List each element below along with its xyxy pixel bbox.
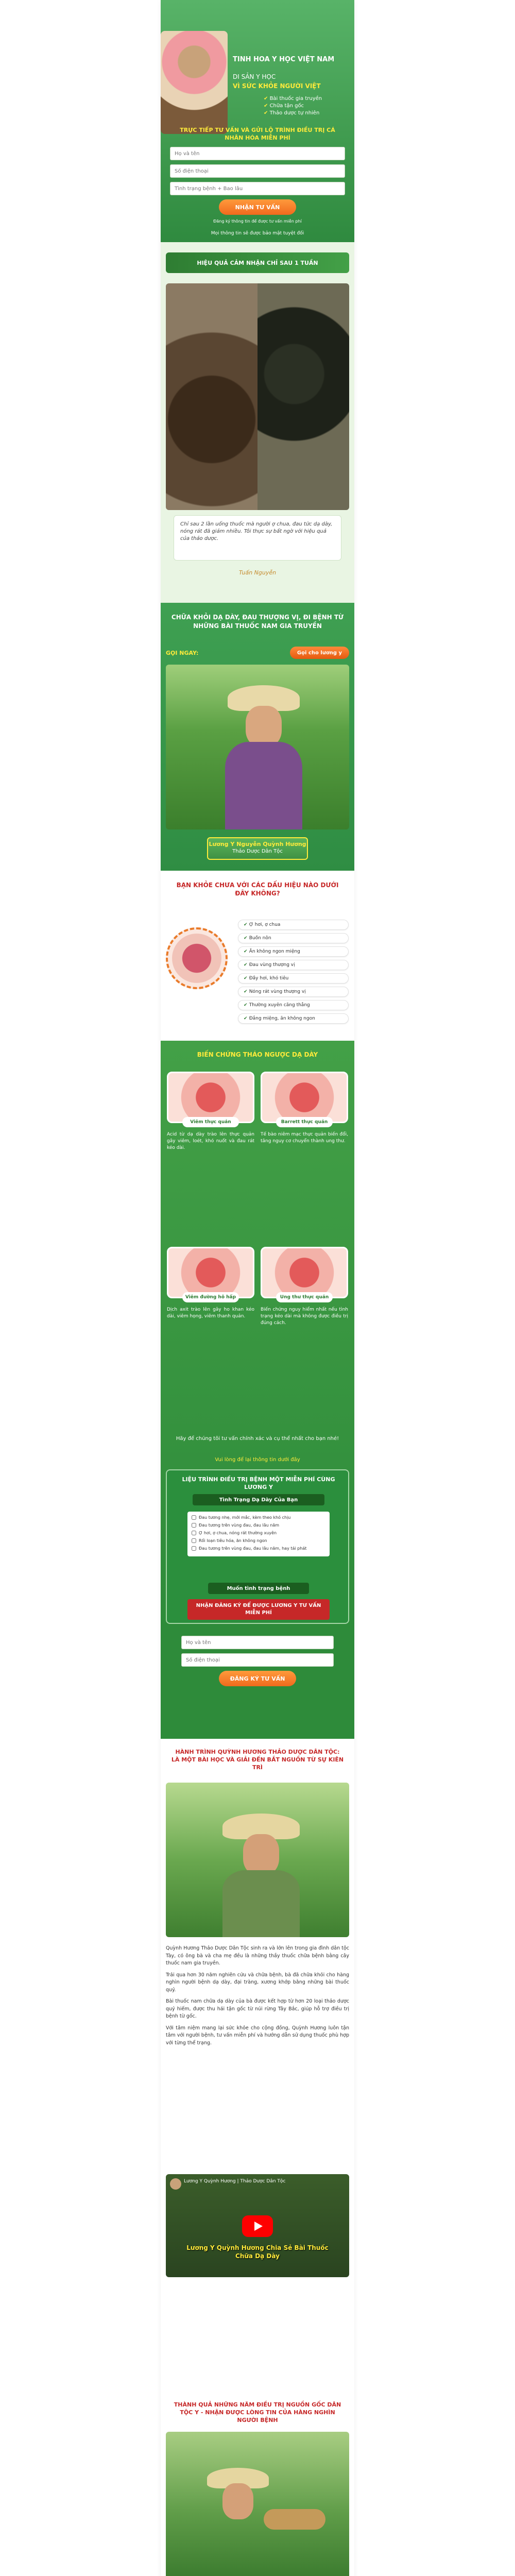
- complication-tag: Barrett thực quản: [276, 1117, 333, 1127]
- cert-title: THÀNH QUẢ NHỮNG NĂM ĐIỀU TRỊ NGUỒN GỐC DÂN TỘC Y - NHẬN ĐƯỢC LÒNG TIN CỦA HÀNG NGHÌN NGƯỜI BỆNH: [174, 2401, 341, 2424]
- condition-checkbox[interactable]: [192, 1523, 196, 1528]
- consult-prompt-2: Vui lòng để lại thông tin dưới đây: [215, 1457, 300, 1463]
- story-body: [166, 1945, 349, 2047]
- symptom-item: ✔ Nóng rát vùng thượng vị: [238, 987, 349, 997]
- results-section: [161, 242, 354, 603]
- herb-shape: [264, 2509, 325, 2530]
- before-after-image: [166, 283, 349, 510]
- condition-checkbox[interactable]: [192, 1515, 196, 1520]
- condition-option[interactable]: Đau tương nhẹ, mới mắc, kèm theo khó chịu: [192, 1515, 325, 1520]
- symptom-item: ✔ Thường xuyên căng thẳng: [238, 1000, 349, 1010]
- symptom-item: ✔ Đau vùng thượng vị: [238, 960, 349, 970]
- reg-name-input[interactable]: [181, 1636, 334, 1649]
- testimonial-author: Tuấn Nguyễn: [238, 569, 277, 576]
- expert-photo: [161, 31, 228, 134]
- story-paragraph: Với tâm niệm mang lại sức khỏe cho cộng đồng, Quỳnh Hương luôn tận tâm với người bệnh, tư vấn miễn phí và hướng dẫn sử dụng thuốc phù hợp với từng thể trạng.: [166, 2025, 349, 2046]
- complication-card: [261, 1247, 348, 1327]
- stomach-illustration: [166, 927, 228, 989]
- expert-org: Thảo Dược Dân Tộc: [232, 849, 283, 854]
- hero-checklist: [264, 95, 351, 117]
- complication-image: [167, 1072, 254, 1123]
- body-shape: [222, 1870, 300, 1937]
- face-shape: [246, 706, 282, 747]
- herbs-image: [258, 283, 349, 510]
- condition-options: [187, 1512, 330, 1556]
- face-shape: [222, 2483, 253, 2519]
- registration-form: [181, 1636, 334, 1689]
- phone-input[interactable]: [170, 164, 345, 178]
- hero-check-item: ✔ Chữa tận gốc: [264, 103, 351, 110]
- hero-form: [170, 147, 345, 218]
- complication-text: Acid từ dạ dày trào lên thực quản gây viêm, loét, khó nuốt và đau rát kéo dài.: [167, 1132, 254, 1150]
- symptom-item: ✔ Đầy hơi, khó tiêu: [238, 973, 349, 984]
- symptom-item: ✔ Đắng miệng, ăn không ngon: [238, 1013, 349, 1024]
- symptom-input[interactable]: [170, 182, 345, 195]
- complication-card: [261, 1072, 348, 1145]
- symptom-item: ✔ Ăn không ngon miệng: [238, 946, 349, 957]
- complications-section: [161, 1041, 354, 1631]
- story-paragraph: Bài thuốc nam chữa dạ dày của bà được kết hợp từ hơn 20 loại thảo dược quý hiếm, được thu hái tận gốc từ núi rừng Tây Bắc, giúp hỗ trợ điều trị bệnh từ gốc.: [166, 1998, 349, 2019]
- play-icon[interactable]: [242, 2215, 273, 2237]
- symptoms-title: BẠN KHỎE CHƯA VỚI CÁC DẤU HIỆU NÀO DƯỚI ĐÂY KHÔNG?: [176, 882, 339, 897]
- hero-note: Đăng ký thông tin để được tư vấn miễn phí: [213, 219, 302, 224]
- brand-title: TINH HOA Y HỌC VIỆT NAM: [233, 56, 335, 63]
- registration-form-section: [161, 1631, 354, 1739]
- face-shape: [243, 1834, 279, 1875]
- symptom-item: ✔ Buồn nôn: [238, 933, 349, 943]
- brand-slogan: VÌ SỨC KHỎE NGƯỜI VIỆT: [233, 82, 321, 90]
- condition-option[interactable]: Ợ hơi, ợ chua, nóng rát thường xuyên: [192, 1530, 325, 1536]
- treatment-form-box: [166, 1469, 349, 1624]
- hero-check-item: ✔ Bài thuốc gia truyền: [264, 95, 351, 103]
- channel-avatar: [170, 2178, 181, 2190]
- complication-text: Dịch axit trào lên gây ho khan kéo dài, viêm họng, viêm thanh quản.: [167, 1307, 254, 1319]
- call-button[interactable]: Gọi cho lương y: [290, 647, 349, 659]
- condition-checkbox[interactable]: [192, 1531, 196, 1535]
- video-title: Lương Y Quỳnh Hương | Thảo Dược Dân Tộc: [184, 2179, 286, 2184]
- story-title: HÀNH TRÌNH QUỲNH HƯƠNG THẢO DƯỢC DÂN TỘC: LÀ MỘT BÀI HỌC VÀ GIẢI ĐẾN BẮT NGUỒN TỪ SỰ KIÊN TRÌ: [171, 1749, 344, 1771]
- complication-text: Biến chứng nguy hiểm nhất nếu tình trạng kéo dài mà không được điều trị đúng cách.: [261, 1307, 348, 1326]
- complication-tag: Viêm thực quản: [182, 1117, 239, 1127]
- name-input[interactable]: [170, 147, 345, 160]
- testimonial-quote: Chỉ sau 2 lần uống thuốc mà người ợ chua, đau tức dạ dày, nóng rát đã giảm nhiều. Tôi thực sự bất ngờ với hiệu quả của thảo dược.: [174, 515, 341, 561]
- complication-tag: Ung thư thực quản: [276, 1292, 333, 1302]
- complication-image: [261, 1247, 348, 1298]
- consult-prompt: Hãy để chúng tôi tư vấn chính xác và cụ thể nhất cho bạn nhé!: [176, 1436, 339, 1442]
- hero-offer-text: TRỰC TIẾP TƯ VẤN VÀ GỬI LỘ TRÌNH ĐIỀU TRỊ CÁ NHÂN HÓA MIỄN PHÍ: [180, 127, 335, 141]
- story-paragraph: Trải qua hơn 30 năm nghiên cứu và chữa bệnh, bà đã chữa khỏi cho hàng nghìn người bệnh dạ dày, đại tràng, xương khớp bằng những bài thuốc quý.: [166, 1972, 349, 1993]
- story-paragraph: Quỳnh Hương Thảo Dược Dân Tộc sinh ra và lớn lên trong gia đình dân tộc Tày, có ông bà và cha mẹ đều là những thầy thuốc chữa bệnh bằng cây thuốc nam gia truyền.: [166, 1945, 349, 1966]
- complication-text: Tế bào niêm mạc thực quản biến đổi, tăng nguy cơ chuyển thành ung thư.: [261, 1132, 348, 1144]
- brand-subtitle: DI SẢN Y HỌC: [233, 73, 276, 80]
- symptoms-section: [161, 871, 354, 1041]
- complication-card: [167, 1247, 254, 1320]
- story-photo: [166, 1783, 349, 1937]
- video-player[interactable]: [166, 2174, 349, 2277]
- reg-phone-input[interactable]: [181, 1653, 334, 1667]
- condition-option[interactable]: Rối loạn tiêu hóa, ăn không ngon: [192, 1538, 325, 1544]
- complication-image: [261, 1072, 348, 1123]
- video-caption: Lương Y Quỳnh Hương Chia Sẻ Bài Thuốc Chữa Dạ Dày: [186, 2244, 329, 2260]
- condition-checkbox[interactable]: [192, 1538, 196, 1543]
- results-banner: HIỆU QUẢ CẢM NHẬN CHỈ SAU 1 TUẦN: [166, 252, 349, 273]
- symptom-item: ✔ Ợ hơi, ợ chua: [238, 920, 349, 930]
- complication-card: [167, 1072, 254, 1151]
- expert-section: [161, 603, 354, 871]
- condition-option[interactable]: Đau tương trên vùng đau, đau lâu năm: [192, 1522, 325, 1528]
- symptoms-list: [238, 920, 349, 1027]
- expert-portrait: [166, 665, 349, 829]
- complications-title: BIẾN CHỨNG THÁO NGƯỢC DẠ DÀY: [197, 1051, 318, 1058]
- complication-image: [167, 1247, 254, 1298]
- desire-chip: Muốn tình trạng bệnh: [208, 1583, 309, 1594]
- cert-photo: [166, 2432, 349, 2576]
- hero-check-item: ✔ Thảo dược tự nhiên: [264, 110, 351, 117]
- hero-section: [161, 0, 354, 242]
- call-label: GỌI NGAY:: [166, 649, 199, 656]
- condition-option[interactable]: Đau tương trên vùng đau, đau lâu năm, hay tái phát: [192, 1546, 325, 1551]
- expert-cta-row: [166, 647, 349, 659]
- story-section: [161, 1739, 354, 2391]
- expert-name: Lương Y Nguyễn Quỳnh Hương: [209, 841, 306, 848]
- content-column: [161, 0, 354, 2576]
- condition-checkbox[interactable]: [192, 1546, 196, 1551]
- certification-section: [161, 2391, 354, 2576]
- body-shape: [225, 742, 302, 829]
- condition-chip: Tình Trạng Dạ Dày Của Bạn: [193, 1494, 324, 1505]
- herbal-tea-image: [166, 283, 258, 510]
- register-banner: NHẬN ĐĂNG KÝ ĐỂ ĐƯỢC LƯƠNG Y TƯ VẤN MIỄN PHÍ: [187, 1599, 330, 1620]
- complication-tag: Viêm đường hô hấp: [182, 1292, 239, 1302]
- submit-button[interactable]: NHẬN TƯ VẤN: [219, 199, 296, 215]
- hero-note-2: Mọi thông tin sẽ được bảo mật tuyệt đối: [211, 231, 304, 236]
- register-button[interactable]: ĐĂNG KÝ TƯ VẤN: [219, 1671, 296, 1686]
- form-box-title: LIỆU TRÌNH ĐIỀU TRỊ BỆNH MỘT MIỄN PHÍ CÙNG LƯƠNG Y: [182, 1476, 335, 1490]
- expert-title: CHỮA KHỎI DẠ DÀY, ĐAU THƯỢNG VỊ, ĐI BỆNH TỪ NHỮNG BÀI THUỐC NAM GIA TRUYỀN: [171, 614, 344, 630]
- expert-namecard: [207, 837, 308, 860]
